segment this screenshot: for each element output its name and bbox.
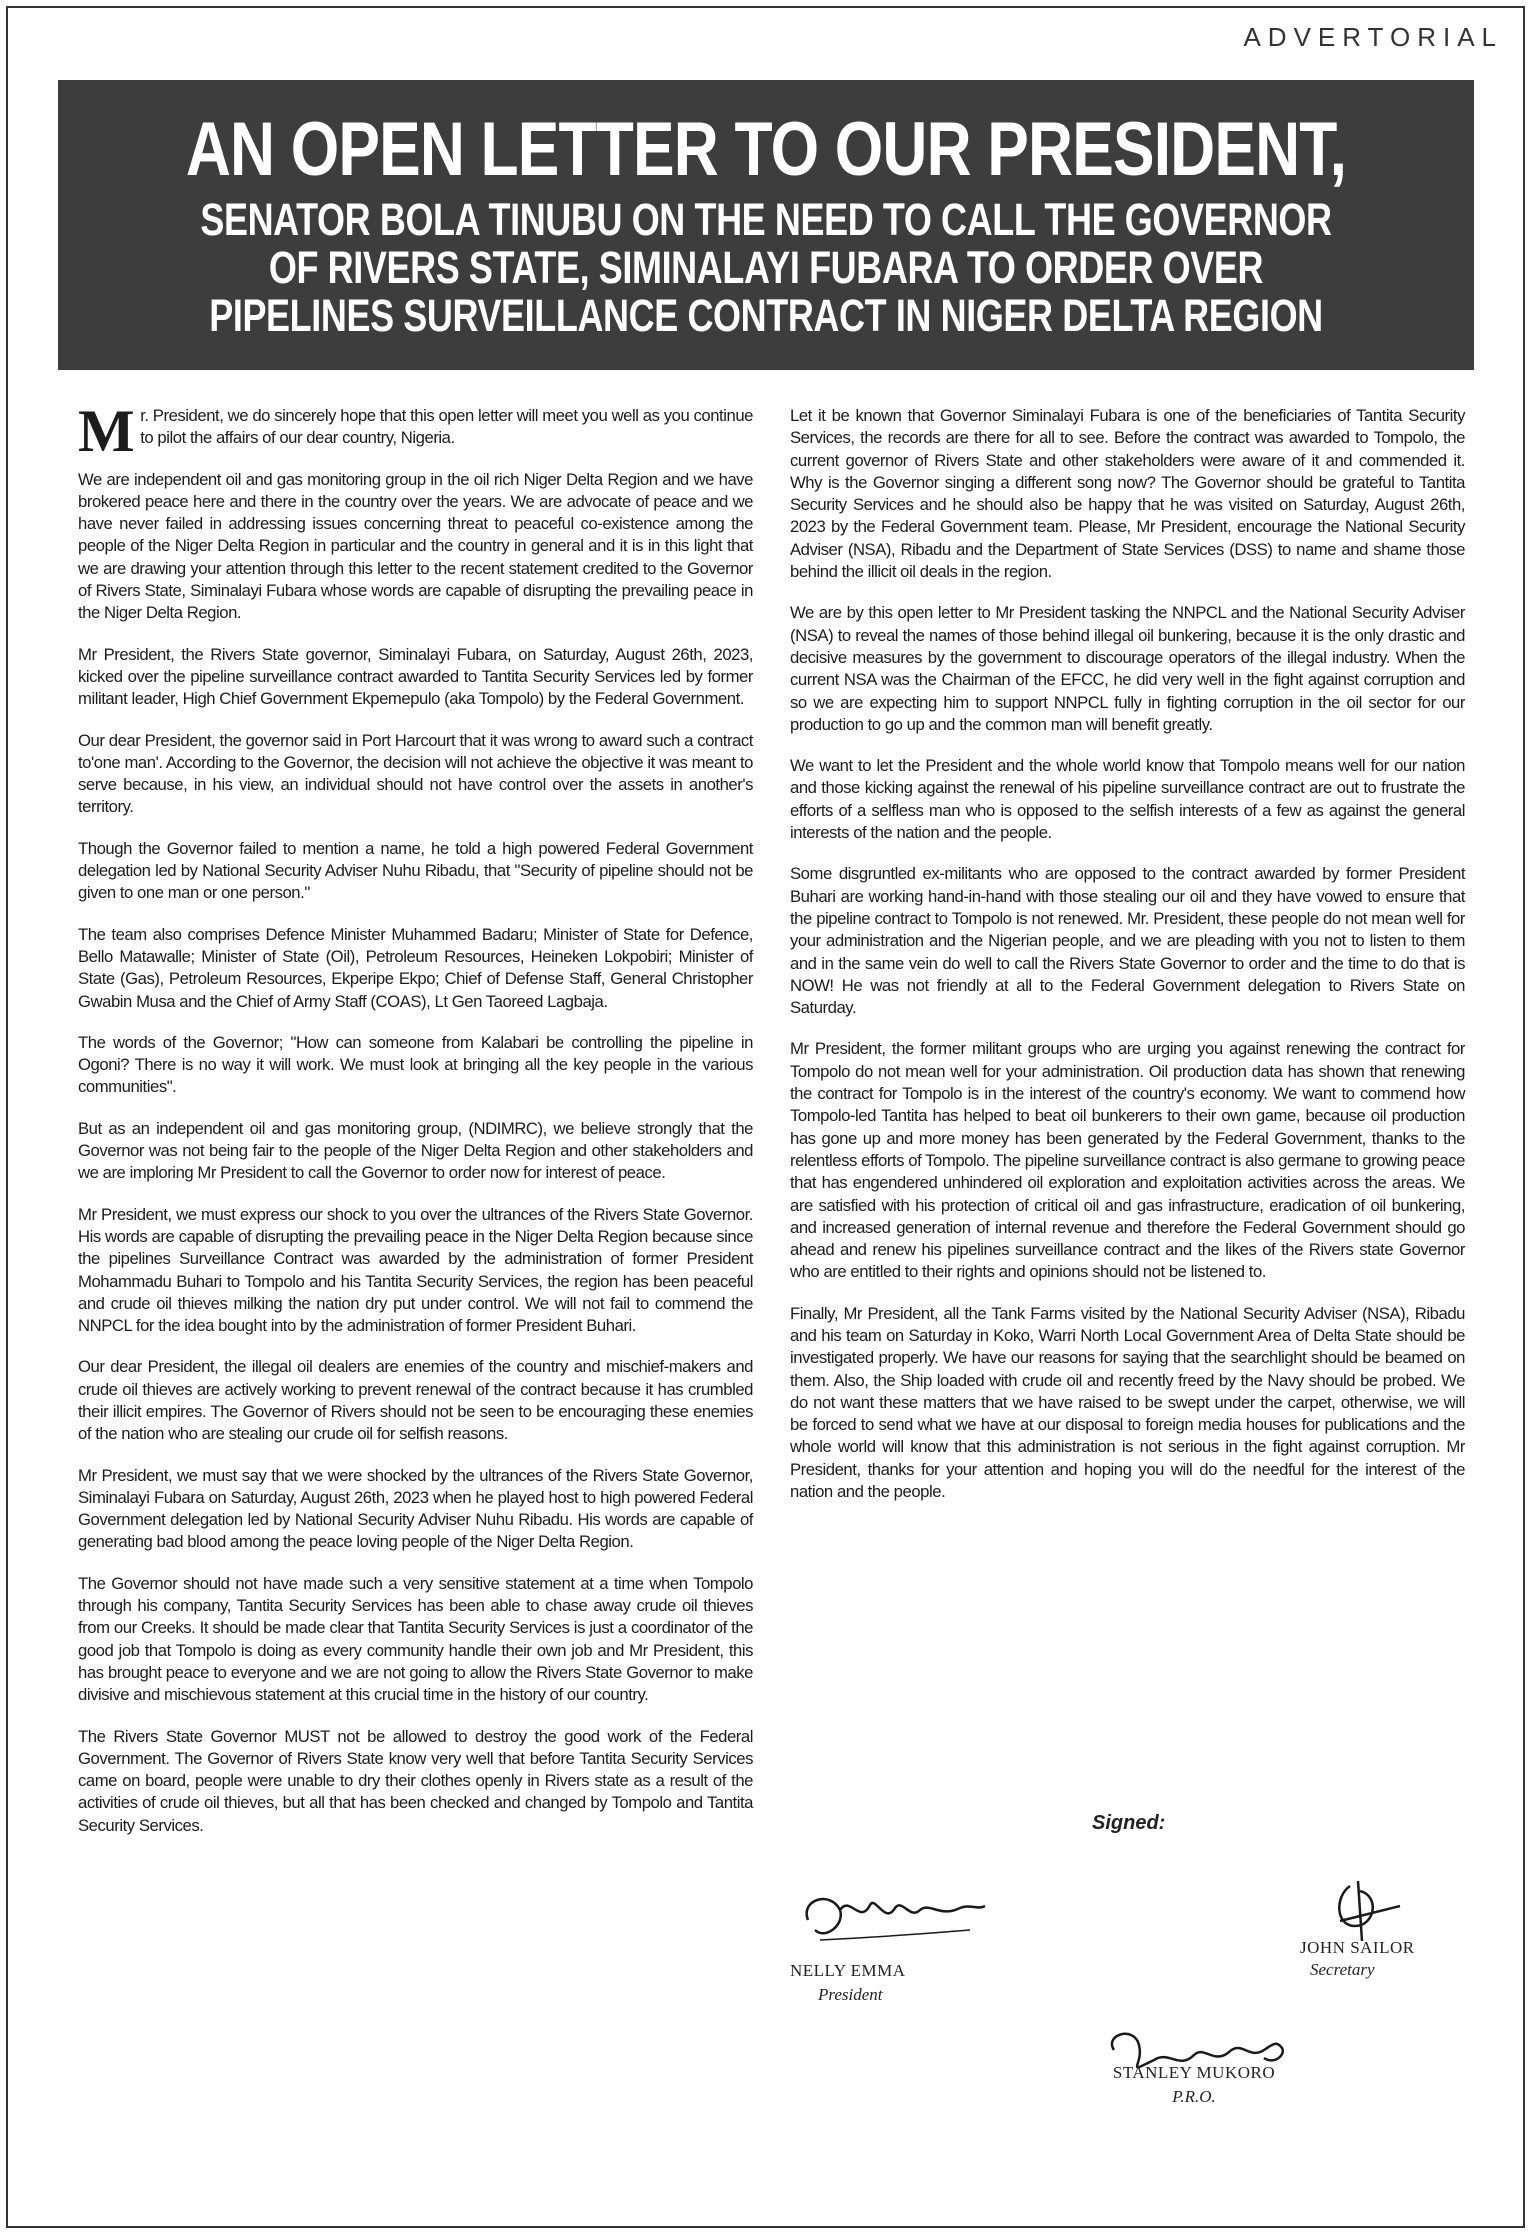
paragraph: We are by this open letter to Mr President tasking the NNPCL and the National Security Adviser (NSA) to reveal the names of those behind illegal oil bunkering, because it is the only drastic and decisive measures by the government to discourage operators of the illegal industry. When the current NSA was the Chairman of the EFCC, he did very well in the fight against corruption and so we are expecting him to support NNPCL fully in fighting corruption in the oil sector for our production to go up and the common man will benefit greatly. (790, 603, 1465, 734)
paragraph: Mr President, the former militant groups who are urging you against renewing the contract for Tompolo do not mean well for your administration. Oil production data has shown that renewing the contract for Tompolo is in the interest of the country's economy. We want to commend how Tompolo-led Tantita has helped to beat oil bunkerers to their own game, because oil production has gone up and more money has been generated by the Federal Government, thanks to the relentless efforts of Tompolo. The pipeline surveillance contract is also germane to growing peace that has engendered unhindered oil exploration and exploitation activities across the areas. We are satisfied with his protection of critical oil and gas infrastructure, eradication of oil bunkering, and increased generation of internal revenue and therefore the Federal Government should go ahead and renew his pipelines surveillance contract and the likes of the Rivers state Governor who are entitled to their rights and opinions should not be listened to. (790, 1039, 1465, 1282)
signatory-title: Secretary (1310, 1960, 1375, 1979)
paragraph: Our dear President, the illegal oil dealers are enemies of the country and mischief-makers and crude oil thieves are actively working to prevent renewal of the contract because it has crumbled their illicit empires. The Governor of Rivers should not be seen to be encouraging these enemies of the nation who are stealing our crude oil for selfish reasons. (78, 1357, 753, 1444)
paragraph: Some disgruntled ex-militants who are opposed to the contract awarded by former President Buhari are working hand-in-hand with those stealing our oil and they have vowed to ensure that the pipeline contract to Tompolo is not renewed. Mr. President, these people do not mean well for your administration and the Nigerian people, and we are pleading with you not to listen to them and in the same vein do well to call the Rivers State Governor to order and the time to do that is NOW! He was not friendly at all to the Federal Government delegation to Rivers State on Saturday. (790, 864, 1465, 1018)
paragraph: Mr President, the Rivers State governor, Siminalayi Fubara, on Saturday, August 26th, 2023, kicked over the pipeline surveillance contract awarded to Tantita Security Services led by former militant leader, High Chief Government Ekpemepulo (aka Tompolo) by the Federal Government. (78, 644, 753, 709)
headline-title: AN OPEN LETTER TO OUR PRESIDENT, (185, 107, 1347, 192)
paragraph: The Rivers State Governor MUST not be allowed to destroy the good work of the Federal Government. The Governor of Rivers State know very well that before Tantita Security Services came on board, people were unable to dry their clothes openly in Rivers state as a result of the activities of crude oil thieves, but all that has been checked and changed by Tompolo and Tantita Security Services. (78, 1726, 753, 1835)
opening-text: r. President, we do sincerely hope that this open letter will meet you well as you continue to pilot the affairs of our dear country, Nigeria. (140, 406, 753, 448)
paragraph: The Governor should not have made such a very sensitive statement at a time when Tompolo through his company, Tantita Security Services has been able to chase away crude oil thieves from our Creeks. It should be made clear that Tantita Security Services is just a coordinator of the good job that Tompolo is doing as every community handle their own job and Mr President, this has brought peace to everyone and we are not going to allow the Rivers State Governor to make divisive and mischievous statement at this crucial time in the history of our country. (78, 1573, 753, 1705)
paragraph: Let it be known that Governor Siminalayi Fubara is one of the beneficiaries of Tantita Security Services, the records are there for all to see. Before the contract was awarded to Tompolo, the current governor of Rivers State and other stakeholders were aware of it and commended it. Why is the Governor singing a different song now? The Governor should be grateful to Tantita Security Services and he should also be happy that he was visited on Saturday, August 26th, 2023 by the Federal Government team. Please, Mr President, encourage the National Security Adviser (NSA), Ribadu and the Department of State Services (DSS) to name and shame those behind the illicit oil deals in the region. (790, 406, 1465, 582)
signatory-name: STANLEY MUKORO (1112, 2063, 1276, 2082)
left-column (78, 398, 753, 1856)
signature-block-secretary (1300, 1876, 1450, 1980)
signature-block-pro (1074, 2020, 1314, 2107)
paragraph: Mr President, we must express our shock to you over the ultrances of the Rivers State Governor. His words are capable of disrupting the prevailing peace in the Niger Delta Region because since the pipelines Surveillance Contract was awarded by the administration of former President Mohammadu Buhari to Tompolo and his Tantita Security Services, the region has been peaceful and crude oil thieves milking the nation dry put under control. We will not fail to commend the NNPCL for the idea bought into by the administration of former President Buhari. (78, 1204, 753, 1336)
paragraph: Finally, Mr President, all the Tank Farms visited by the National Security Adviser (NSA), Ribadu and his team on Saturday in Koko, Warri North Local Government Area of Delta State should be investigated properly. We have our reasons for saying that the searchlight should be beamed on them. Also, the Ship loaded with crude oil and recently freed by the Navy should be probed. We do not want these matters that we have raised to be swept under the carpet, otherwise, we will be forced to send what we have at our disposal to foreign media houses for publications and the whole world will know that this administration is not serious in the fight against corruption. Mr President, thanks for your attention and hoping you will do the needful for the interest of the nation and the people. (790, 1303, 1465, 1502)
headline-subtitle: SENATOR BOLA TINUBU ON THE NEED TO CALL THE GOVERNOR OF RIVERS STATE, SIMINALAYI FUBARA TO ORDER OVER PIPELINES SURVEILLANCE CONTRACT IN NIGER DELTA REGION (200, 194, 1332, 341)
signatory-title: President (818, 1985, 883, 2004)
paragraph: But as an independent oil and gas monitoring group, (NDIMRC), we believe strongly that the Governor was not being fair to the people of the Niger Delta Region and other stakeholders and we are imploring Mr President to call the Governor to order now for interest of peace. (78, 1118, 753, 1183)
advertorial-tag: ADVERTORIAL (1243, 22, 1503, 52)
handwritten-signature (790, 1880, 990, 1960)
signatory-name: JOHN SAILOR (1300, 1938, 1415, 1957)
paragraph: The team also comprises Defence Minister Muhammed Badaru; Minister of State for Defence, Bello Matawalle; Minister of State (Oil), Petroleum Resources, Heineken Lokpobiri; Minister of State (Gas), Petroleum Resources, Ekperipe Ekpo; Chief of Defense Staff, General Christopher Gwabin Musa and the Chief of Army Staff (COAS), Lt Gen Taoreed Lagbaja. (78, 924, 753, 1011)
paragraph: We want to let the President and the whole world know that Tompolo means well for our nation and those kicking against the renewal of his pipeline surveillance contract are out to frustrate the efforts of a selfless man who is opposed to the selfish interests of a few as against the general interests of the nation and the people. (790, 756, 1465, 843)
opening-paragraph (78, 398, 753, 464)
paragraph: Mr President, we must say that we were shocked by the ultrances of the Rivers State Governor, Siminalayi Fubara on Saturday, August 26th, 2023 when he played host to high powered Federal Government delegation led by National Security Adviser Nuhu Ribadu. His words are capable of generating bad blood among the peace loving people of the Niger Delta Region. (78, 1465, 753, 1552)
paragraph: Though the Governor failed to mention a name, he told a high powered Federal Government delegation led by National Security Adviser Nuhu Ribadu, that "Security of pipeline should not be given to one man or one person." (78, 838, 753, 903)
drop-cap: M (78, 398, 135, 464)
signed-label: Signed: (1092, 1812, 1166, 1834)
signatory-title: P.R.O. (1172, 2087, 1216, 2106)
right-column (790, 405, 1465, 1522)
signature-block-president (790, 1880, 1030, 2005)
paragraph: We are independent oil and gas monitoring group in the oil rich Niger Delta Region and we have brokered peace here and there in the country over the years. We are advocate of peace and we have never failed in addressing issues concerning threat to peaceful co-existence among the people of the Niger Delta Region in particular and the country in general and it is in this light that we are drawing your attention through this letter to the recent statement credited to the Governor of Rivers State, Siminalayi Fubara whose words are capable of disrupting the prevailing peace in the Niger Delta Region. (78, 469, 753, 623)
headline-banner (58, 80, 1474, 370)
paragraph: The words of the Governor; "How can someone from Kalabari be controlling the pipeline in Ogoni? There is no way it will work. We must look at bringing all the key people in the various communities". (78, 1032, 753, 1097)
paragraph: Our dear President, the governor said in Port Harcourt that it was wrong to award such a contract to'one man'. According to the Governor, the decision will not achieve the objective it was meant to serve because, in his view, an individual should not have control over the assets in another's territory. (78, 730, 753, 817)
signatory-name: NELLY EMMA (790, 1961, 906, 1980)
